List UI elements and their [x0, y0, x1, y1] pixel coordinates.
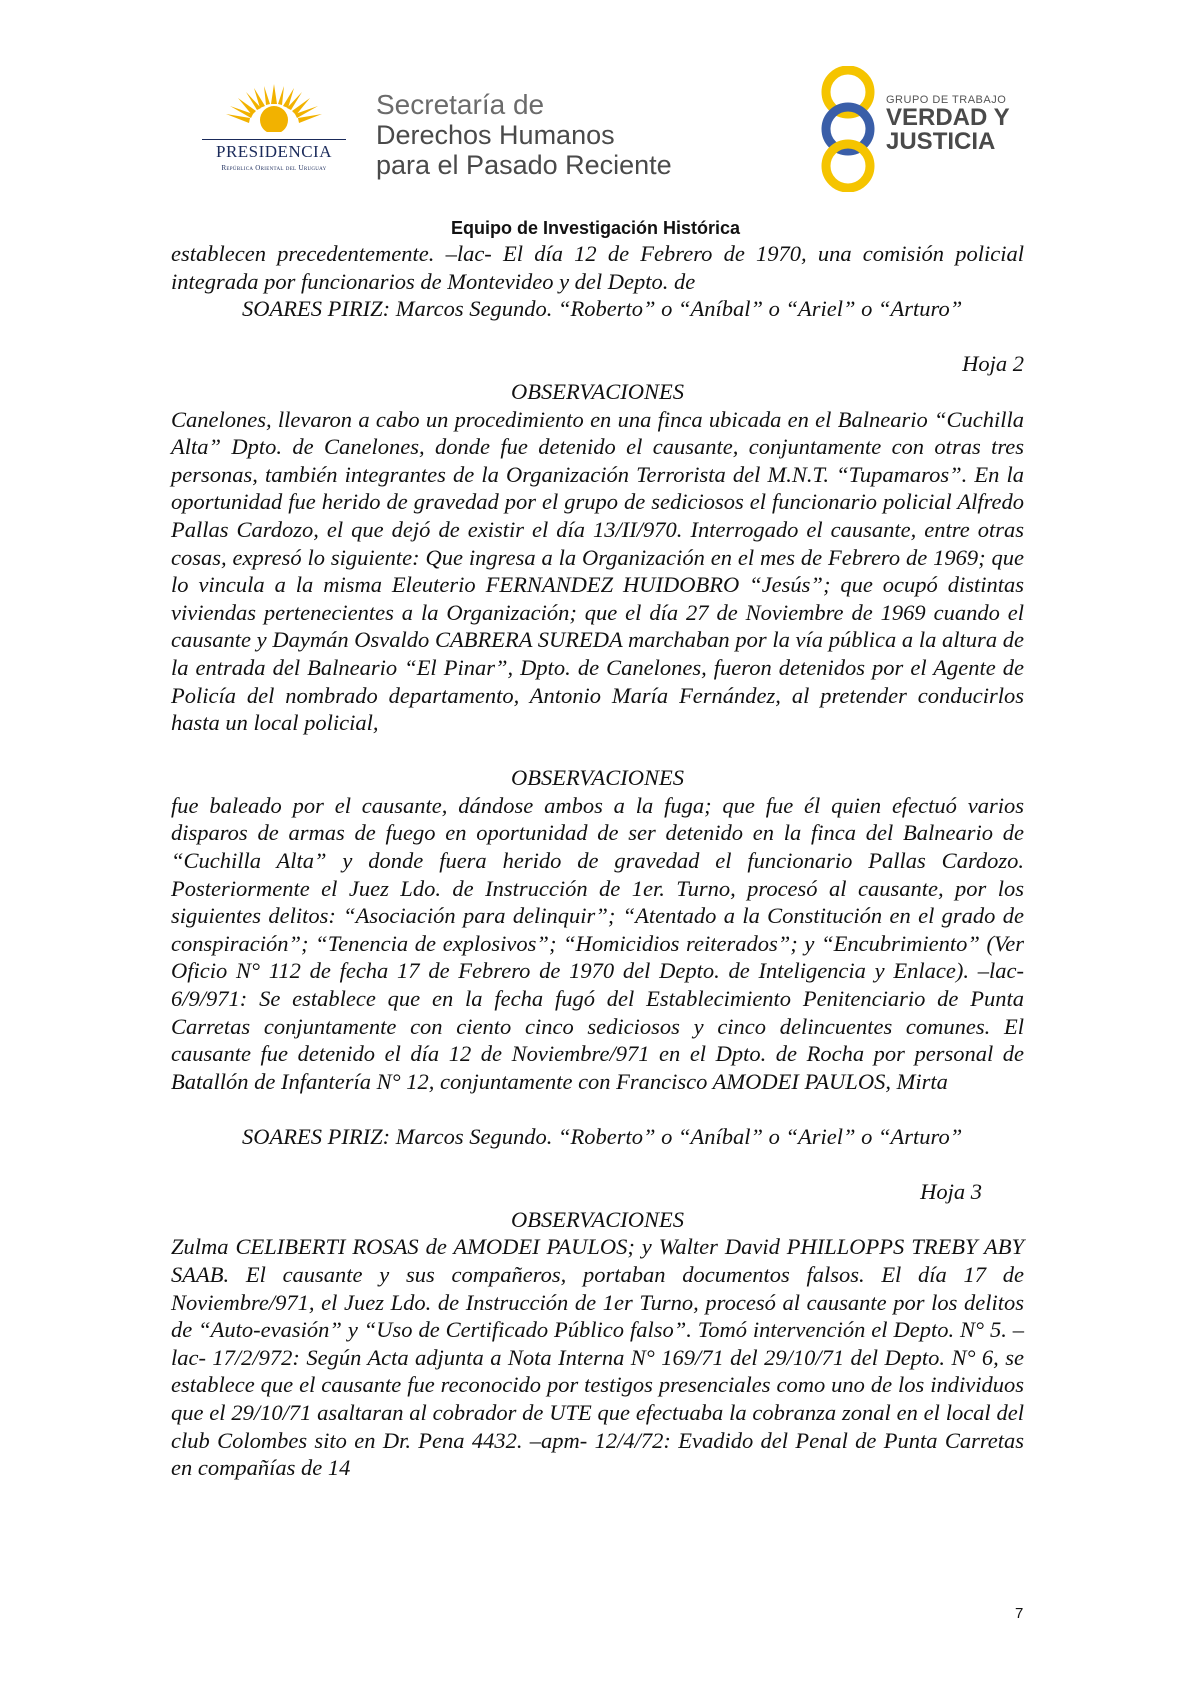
paragraph-2: Canelones, llevaron a cabo un procedimiento en una finca ubicada en el Balneario “Cuchilla Alta” Dpto. de Canelones, donde fue detenido el causante, conjuntamente con otras tres personas, también integrantes de la Organización Terrorista del M.N.T. “Tupamaros”. En la oportunidad fue herido de gravedad por el grupo de sediciosos el funcionario policial Alfredo Pallas Cardozo, el que dejó de existir el día 13/II/970. Interrogado el causante, entre otras cosas, expresó lo siguiente: Que ingresa a la Organización en el mes de Febrero de 1969; que lo vincula a la misma Eleuterio FERNANDEZ HUIDOBRO “Jesús”; que ocupó distintas viviendas pertenecientes a la Organización; que el día 27 de Noviembre de 1969 cuando el causante y Daymán Osvaldo CABRERA SUREDA marchaban por la vía pública a la altura de la entrada del Balneario “El Pinar”, Dpto. de Canelones, fueron detenidos por el Agente de Policía del nombrado departamento, Antonio María Fernández, al pretender conducirlos hasta un local policial, [171, 406, 1024, 736]
secretaria-line1: Secretaría de [376, 89, 545, 120]
sun-icon [224, 84, 324, 138]
secretaria-line3: para el Pasado Reciente [376, 150, 672, 180]
sheet-label-3: Hoja 3 [920, 1179, 982, 1205]
grupo-text [886, 94, 1010, 154]
observaciones-heading-3: OBSERVACIONES [511, 1206, 684, 1232]
observaciones-heading-2: OBSERVACIONES [511, 765, 684, 791]
presidencia-subtitle: República Oriental del Uruguay [221, 164, 327, 172]
observaciones-heading-1: OBSERVACIONES [511, 378, 684, 404]
document-body [171, 240, 1024, 1482]
paragraph-1: establecen precedentemente. –lac- El día 12 de Febrero de 1970, una comisión policial integrada por funcionarios de Montevideo y del Depto. de [171, 241, 1024, 294]
paragraph-4: Zulma CELIBERTI ROSAS de AMODEI PAULOS; y Walter David PHILLOPPS TREBY ABY SAAB. El causante y sus compañeros, portaban documentos falsos. El día 17 de Noviembre/971, el Juez Ldo. de Instrucción de 1er Turno, procesó al causante por los delitos de “Auto-evasión” y “Uso de Certificado Público falso”. Tomó intervención el Depto. N° 5. –lac- 17/2/972: Según Acta adjunta a Nota Interna N° 169/71 del 29/10/71 del Depto. N° 6, se establece que el causante fue reconocido por testigos presenciales como uno de los individuos que el 29/10/71 asaltaran al cobrador de UTE que efectuaba la cobranza zonal en el local del club Colombes sito en Dr. Pena 4432. –apm- 12/4/72: Evadido del Penal de Punta Carretas en compañías de 14 [171, 1234, 1024, 1481]
verdad-justicia-logo [810, 66, 1040, 196]
secretaria-line2: Derechos Humanos [376, 120, 615, 150]
secretaria-title [376, 90, 672, 180]
team-title: Equipo de Investigación Histórica [450, 218, 741, 238]
linked-rings-icon [810, 66, 886, 192]
page-number: 7 [1015, 1605, 1024, 1622]
header [0, 0, 1191, 200]
grupo-line1: GRUPO DE TRABAJO [886, 94, 1007, 106]
paragraph-3: fue baleado por el causante, dándose ambos a la fuga; que fue él quien efectuó varios disparos de armas de fuego en oportunidad de ser detenido en la finca del Balneario de “Cuchilla Alta” y donde fuera herido de gravedad el funcionario Pallas Cardozo. Posteriormente el Juez Ldo. de Instrucción de 1er. Turno, procesó al causante, por los siguientes delitos: “Asociación para delinquir”; “Atentado a la Constitución en el grado de conspiración”; “Tenencia de explosivos”; “Homicidios reiterados”; y “Encubrimiento” (Ver Oficio N° 112 de fecha 17 de Febrero de 1970 del Depto. de Inteligencia y Enlace). –lac- 6/9/971: Se establece que en la fecha fugó del Establecimiento Penitenciario de Punta Carretas conjuntamente con ciento cinco sediciosos y cinco delincuentes comunes. El causante fue detenido el día 12 de Noviembre/971 en el Dpto. de Rocha por personal de Batallón de Infantería N° 12, conjuntamente con Francisco AMODEI PAULOS, Mirta [171, 792, 1024, 1094]
subject-line-1: SOARES PIRIZ: Marcos Segundo. “Roberto” o “Aníbal” o “Ariel” o “Arturo” [242, 296, 963, 322]
grupo-line3: JUSTICIA [886, 128, 996, 155]
presidencia-name: PRESIDENCIA [215, 142, 332, 161]
subject-line-2: SOARES PIRIZ: Marcos Segundo. “Roberto” o “Aníbal” o “Ariel” o “Arturo” [242, 1124, 963, 1149]
presidencia-logo [196, 84, 352, 180]
sheet-label-2: Hoja 2 [962, 351, 1024, 377]
grupo-line2: VERDAD Y [886, 104, 1010, 131]
presidencia-rule [202, 139, 346, 140]
